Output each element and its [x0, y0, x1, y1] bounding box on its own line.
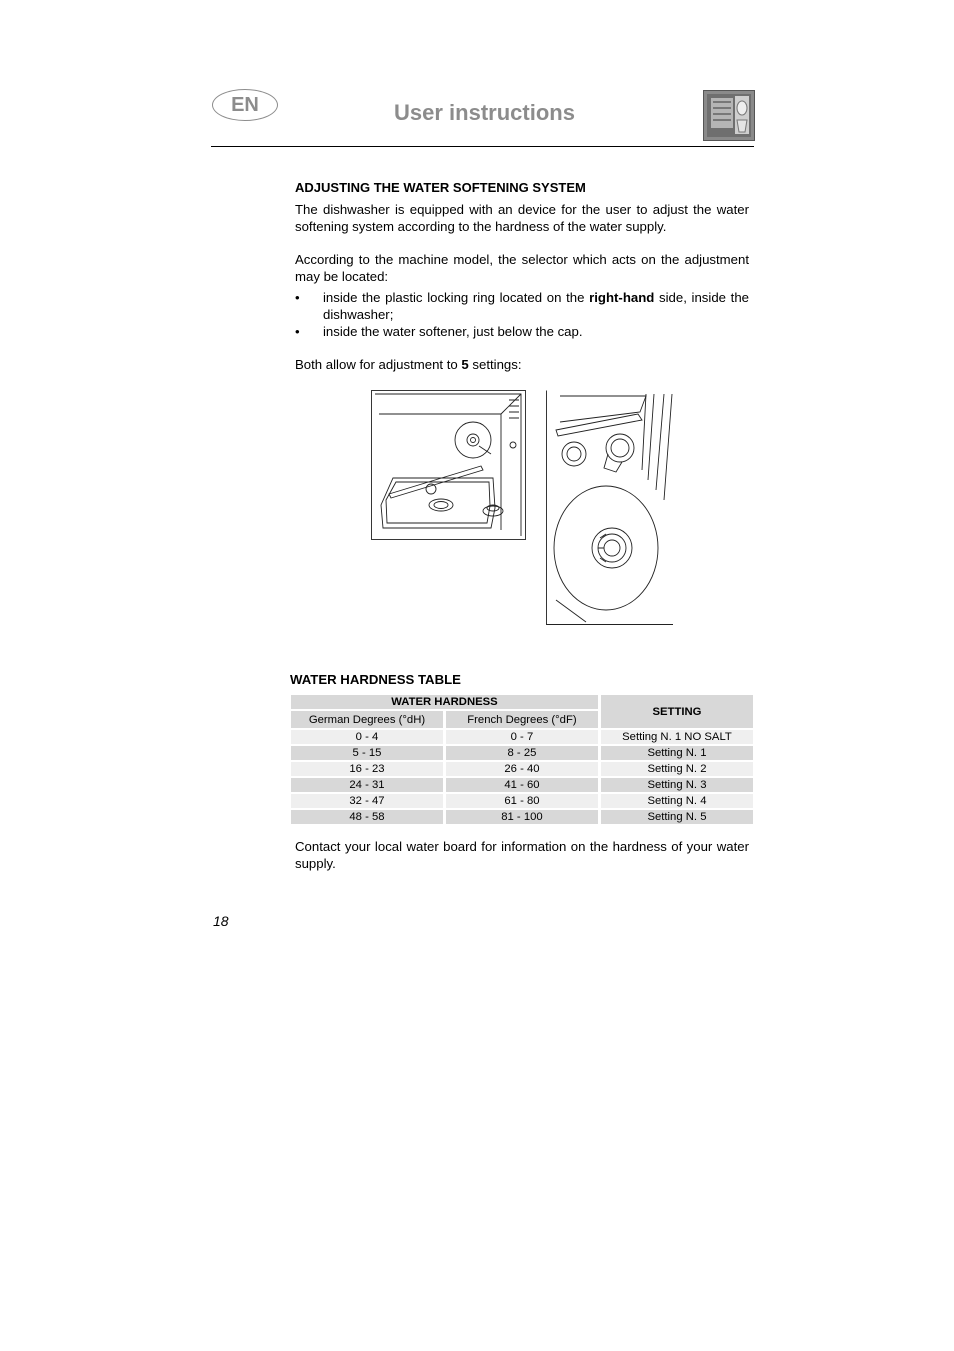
column-header-french: French Degrees (°dF) — [446, 711, 598, 728]
language-badge — [212, 89, 278, 121]
list-item-text-pre: inside the plastic locking ring located on the — [323, 290, 590, 305]
language-badge-label: EN — [231, 93, 259, 116]
softener-cap-illustration — [546, 390, 674, 625]
page-number: 18 — [213, 913, 229, 929]
location-list — [295, 290, 749, 342]
table-row — [291, 778, 753, 792]
cell-french: 8 - 25 — [446, 746, 598, 760]
bullet-icon: • — [295, 290, 300, 305]
column-header-german: German Degrees (°dH) — [291, 711, 443, 728]
table-row — [291, 762, 753, 776]
cell-french: 81 - 100 — [446, 810, 598, 824]
page-title: User instructions — [394, 100, 575, 125]
settings-count: 5 — [461, 357, 469, 372]
cell-setting: Setting N. 3 — [601, 778, 753, 792]
cell-german: 32 - 47 — [291, 794, 443, 808]
cell-setting: Setting N. 4 — [601, 794, 753, 808]
cell-setting: Setting N. 5 — [601, 810, 753, 824]
settings-paragraph — [295, 357, 749, 374]
cell-german: 16 - 23 — [291, 762, 443, 776]
cell-german: 48 - 58 — [291, 810, 443, 824]
table-setting-header: SETTING — [601, 695, 753, 728]
cell-french: 26 - 40 — [446, 762, 598, 776]
cell-german: 24 - 31 — [291, 778, 443, 792]
cell-german: 5 - 15 — [291, 746, 443, 760]
settings-text-post: settings: — [468, 357, 522, 372]
table-group-header: WATER HARDNESS — [291, 695, 598, 709]
settings-text-pre: Both allow for adjustment to — [295, 357, 462, 372]
footer-note: Contact your local water board for information on the hardness of your water supply. — [295, 839, 749, 871]
cell-setting: Setting N. 1 NO SALT — [601, 730, 753, 744]
table-row — [291, 810, 753, 824]
list-item-text-bold: right-hand — [589, 290, 655, 305]
list-item-text: inside the water softener, just below the cap. — [323, 324, 583, 339]
table-row — [291, 730, 753, 744]
list-item — [295, 324, 749, 341]
list-item — [295, 290, 749, 323]
table-row — [291, 746, 753, 760]
location-paragraph: According to the machine model, the selector which acts on the adjustment may be located: — [295, 252, 749, 284]
list-item-text-post: side, inside the dishwasher; — [323, 290, 749, 322]
cell-french: 41 - 60 — [446, 778, 598, 792]
bullet-icon: • — [295, 324, 300, 339]
cell-french: 0 - 7 — [446, 730, 598, 744]
table-title: WATER HARDNESS TABLE — [290, 672, 461, 687]
table-row — [291, 794, 753, 808]
cell-french: 61 - 80 — [446, 794, 598, 808]
intro-paragraph: The dishwasher is equipped with an device for the user to adjust the water softening system according to the hardness of the water supply. — [295, 202, 749, 234]
cell-setting: Setting N. 2 — [601, 762, 753, 776]
section-title: ADJUSTING THE WATER SOFTENING SYSTEM — [295, 180, 586, 195]
cell-german: 0 - 4 — [291, 730, 443, 744]
dishwasher-interior-illustration — [371, 390, 526, 540]
header-divider — [211, 146, 754, 147]
cell-setting: Setting N. 1 — [601, 746, 753, 760]
water-hardness-table — [288, 693, 756, 826]
dishwasher-thumbnail-icon — [703, 90, 755, 141]
